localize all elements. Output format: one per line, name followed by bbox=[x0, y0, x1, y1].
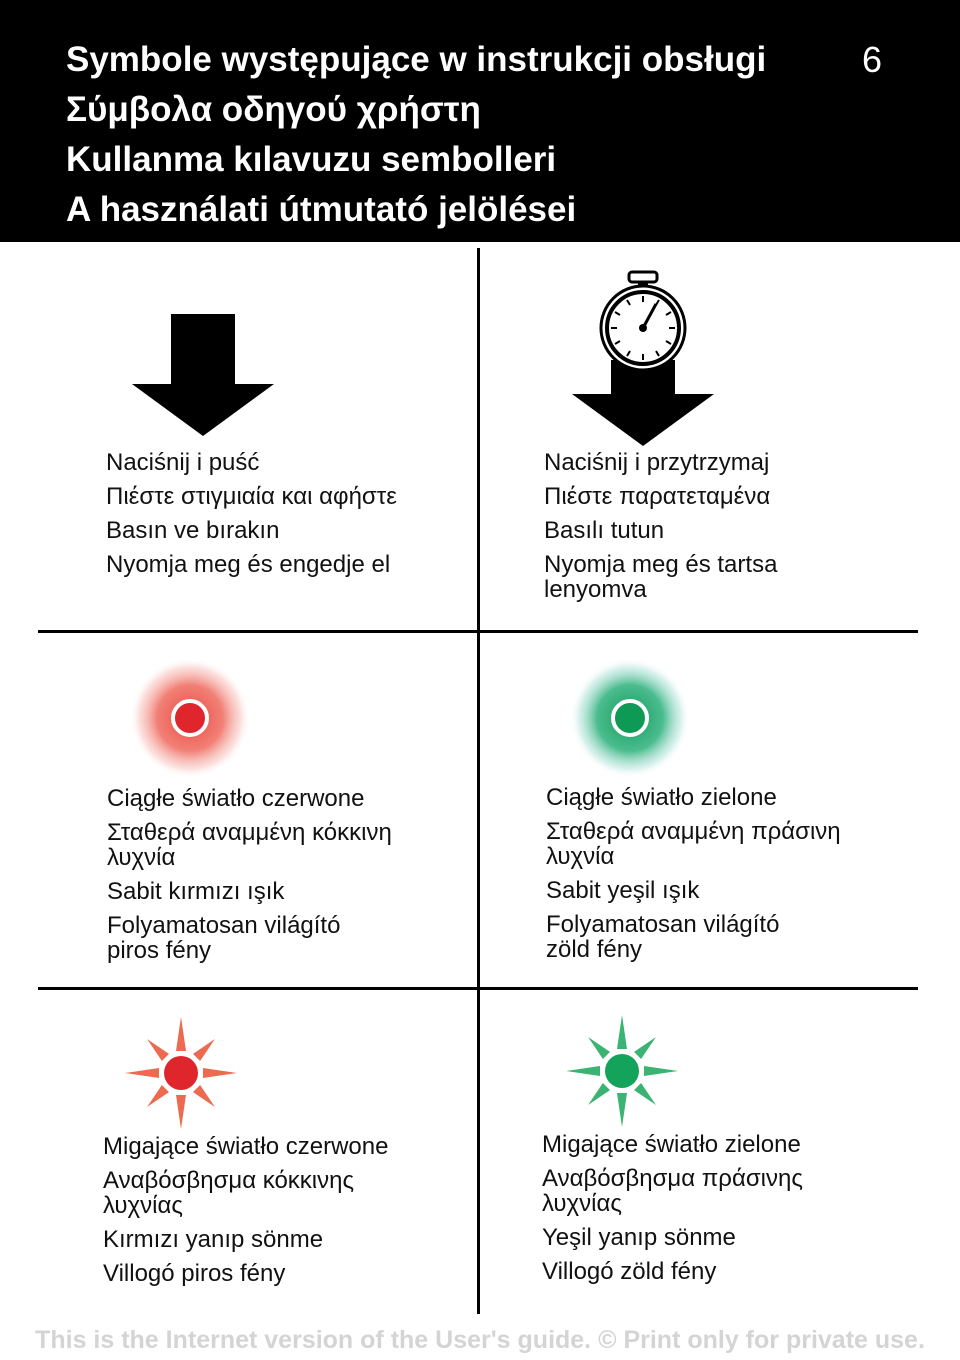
press-release-turkish: Basın ve bırakın bbox=[106, 517, 280, 544]
flash-red-turkish: Kırmızı yanıp sönme bbox=[103, 1226, 324, 1253]
steady-green-turkish: Sabit yeşil ışık bbox=[546, 877, 700, 904]
grid-vertical-divider bbox=[477, 248, 480, 1314]
title-hungarian: A használati útmutató jelölései bbox=[66, 190, 577, 229]
flash-green-polish: Migające światło zielone bbox=[542, 1131, 801, 1158]
steady-red-light-icon bbox=[128, 658, 252, 778]
steady-red-hungarian: Folyamatosan világító piros fény bbox=[107, 912, 341, 964]
header-band bbox=[0, 0, 960, 242]
title-greek: Σύμβολα οδηγού χρήστη bbox=[66, 90, 481, 129]
grid-divider-row-2 bbox=[38, 987, 918, 990]
press-release-hungarian: Nyomja meg és engedje el bbox=[106, 551, 391, 578]
steady-red-turkish: Sabit kırmızı ışık bbox=[107, 878, 285, 905]
steady-red-greek: Σταθερά αναμμένη κόκκινη λυχνία bbox=[107, 819, 392, 871]
cell-press-release-text bbox=[106, 450, 466, 586]
cell-press-hold-text bbox=[544, 450, 904, 611]
flashing-green-light-icon bbox=[563, 1012, 681, 1130]
arrow-down-icon bbox=[130, 312, 276, 438]
steady-red-polish: Ciągłe światło czerwone bbox=[107, 785, 365, 812]
press-release-polish: Naciśnij i puść bbox=[106, 449, 260, 476]
page-number: 6 bbox=[861, 39, 882, 80]
title-turkish: Kullanma kılavuzu sembolleri bbox=[66, 140, 557, 179]
flash-red-polish: Migające światło czerwone bbox=[103, 1133, 389, 1160]
press-release-greek: Πιέστε στιγμιαία και αφήστε bbox=[106, 483, 397, 510]
flash-red-greek: Αναβόσβησμα κόκκινης λυχνίας bbox=[103, 1167, 355, 1219]
press-hold-greek: Πιέστε παρατεταμένα bbox=[544, 483, 771, 510]
steady-green-hungarian: Folyamatosan világító zöld fény bbox=[546, 911, 780, 963]
cell-flash-red-text bbox=[103, 1134, 463, 1295]
title-polish: Symbole występujące w instrukcji obsługi bbox=[66, 40, 767, 79]
press-hold-hungarian: Nyomja meg és tartsa lenyomva bbox=[544, 551, 778, 603]
footer-notice: This is the Internet version of the User's guide. © Print only for private use. bbox=[35, 1326, 925, 1354]
steady-green-light-icon bbox=[568, 658, 692, 778]
cell-flash-green-text bbox=[542, 1132, 902, 1293]
flashing-red-light-icon bbox=[122, 1014, 240, 1132]
steady-green-polish: Ciągłe światło zielone bbox=[546, 784, 777, 811]
cell-steady-red-text bbox=[107, 786, 467, 972]
cell-steady-green-text bbox=[546, 785, 906, 971]
press-hold-turkish: Basılı tutun bbox=[544, 517, 665, 544]
flash-green-turkish: Yeşil yanıp sönme bbox=[542, 1224, 736, 1251]
grid-divider-row-1 bbox=[38, 630, 918, 633]
flash-green-greek: Αναβόσβησμα πράσινης λυχνίας bbox=[542, 1165, 803, 1217]
stopwatch-arrow-icon bbox=[570, 268, 716, 448]
flash-green-hungarian: Villogó zöld fény bbox=[542, 1258, 717, 1285]
press-hold-polish: Naciśnij i przytrzymaj bbox=[544, 449, 770, 476]
steady-green-greek: Σταθερά αναμμένη πράσινη λυχνία bbox=[546, 818, 841, 870]
flash-red-hungarian: Villogó piros fény bbox=[103, 1260, 286, 1287]
